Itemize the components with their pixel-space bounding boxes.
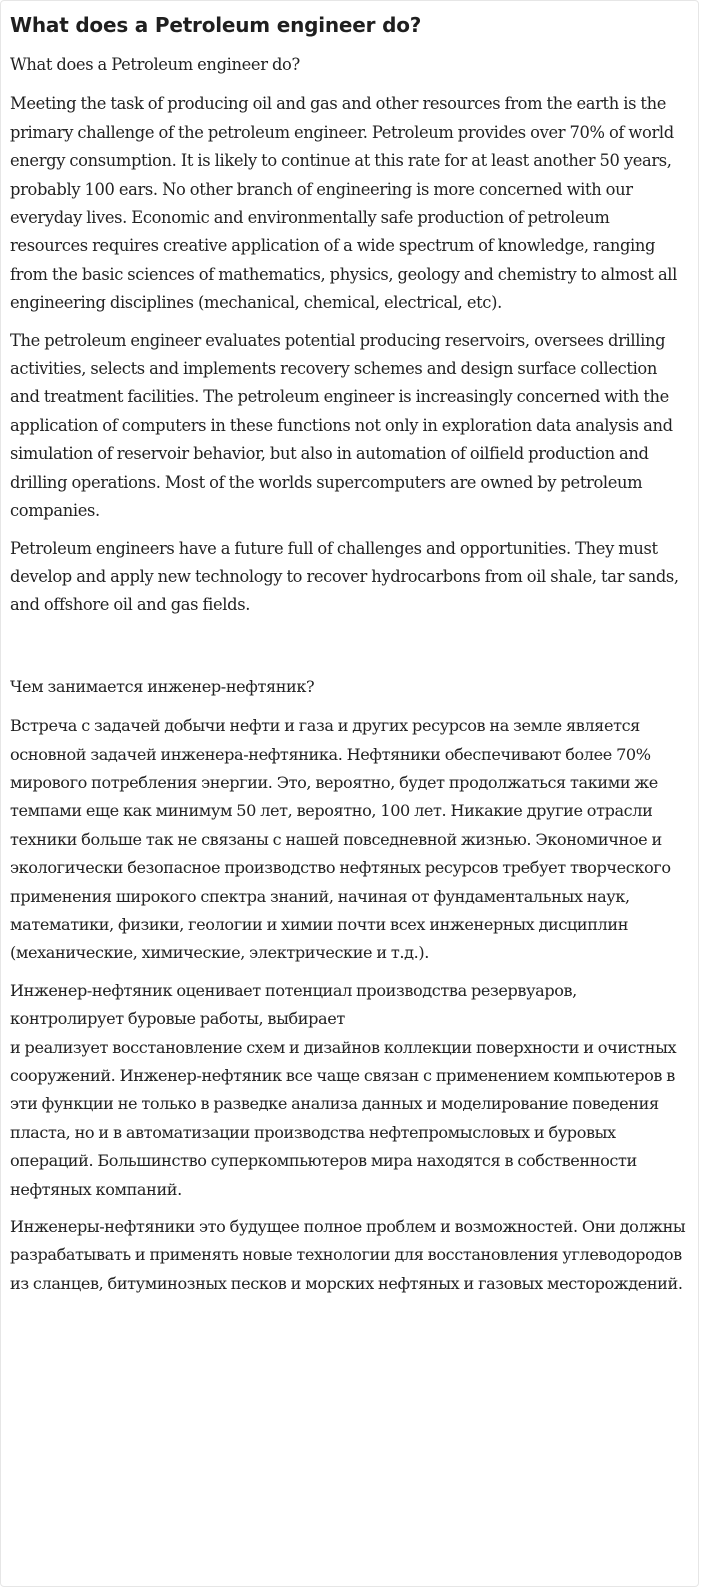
english-paragraph-2: The petroleum engineer evaluates potential producing reservoirs, oversees drilling activities, selects and implements recovery schemes and design surface collection and treatment facilities. The petroleum engineer is increasingly concerned with the application of computers in these functions not only in exploration data analysis and simulation of reservoir behavior, but also in automation of oilfield production and drilling operations. Most of the worlds supercomputers are owned by petroleum companies. bbox=[10, 330, 673, 521]
english-paragraph-3: Petroleum engineers have a future full of challenges and opportunities. They must develop and apply new technology to recover hydrocarbons from oil shale, tar sands, and offshore oil and gas fields. bbox=[10, 538, 679, 615]
russian-paragraph-2 bbox=[10, 977, 688, 1204]
russian-paragraph-2-line-a: Инженер-нефтяник оценивает потенциал производства резервуаров, контролирует буровые работы, выбирает bbox=[10, 980, 577, 1029]
article-content bbox=[1, 1, 698, 1298]
section-spacer bbox=[10, 629, 688, 673]
russian-subtitle: Чем занимается инженер-нефтяник? bbox=[10, 676, 315, 696]
english-paragraph-1: Meeting the task of producing oil and gas and other resources from the earth is the primary challenge of the petroleum engineer. Petroleum provides over 70% of world energy consumption. It is likely to continue at this rate for at least another 50 years, probably 100 ears. No other branch of engineering is more concerned with our everyday lives. Economic and environmentally safe production of petroleum resources requires creative application of a wide spectrum of knowledge, ranging from the basic sciences of mathematics, physics, geology and chemistry to almost all engineering disciplines (mechanical, chemical, electrical, etc). bbox=[10, 94, 678, 313]
russian-paragraph-1: Встреча с задачей добычи нефти и газа и других ресурсов на земле является основной задачей инженера-нефтяника. Нефтяники обеспечивают более 70% мирового потребления энергии. Это, вероятно, будет продолжаться такими же темпами еще как минимум 50 лет, вероятно, 100 лет. Никакие другие отрасли техники больше так не связаны с нашей повседневной жизнью. Экономичное и экологически безопасное производство нефтяных ресурсов требует творческого применения широкого спектра знаний, начиная от фундаментальных наук, математики, физики, геологии и химии почти всех инженерных дисциплин (механические, химические, электрические и т.д.). bbox=[10, 716, 671, 963]
english-subtitle: What does a Petroleum engineer do? bbox=[10, 55, 300, 74]
article-title: What does a Petroleum engineer do? bbox=[10, 13, 422, 37]
russian-paragraph-3: Инженеры-нефтяники это будущее полное проблем и возможностей. Они должны разрабатывать и применять новые технологии для восстановления углеводородов из сланцев, битуминозных песков и морских нефтяных и газовых месторождений. bbox=[10, 1217, 686, 1293]
russian-paragraph-2-line-b: и реализует восстановление схем и дизайнов коллекции поверхности и очистных сооружений. Инженер-нефтяник все чаще связан с применением компьютеров в эти функции не только в разведке анализа данных и моделирование поведения пласта, но и в автоматизации производства нефтепромысловых и буровых операций. Большинство суперкомпьютеров мира находятся в собственности нефтяных компаний. bbox=[10, 1037, 677, 1199]
